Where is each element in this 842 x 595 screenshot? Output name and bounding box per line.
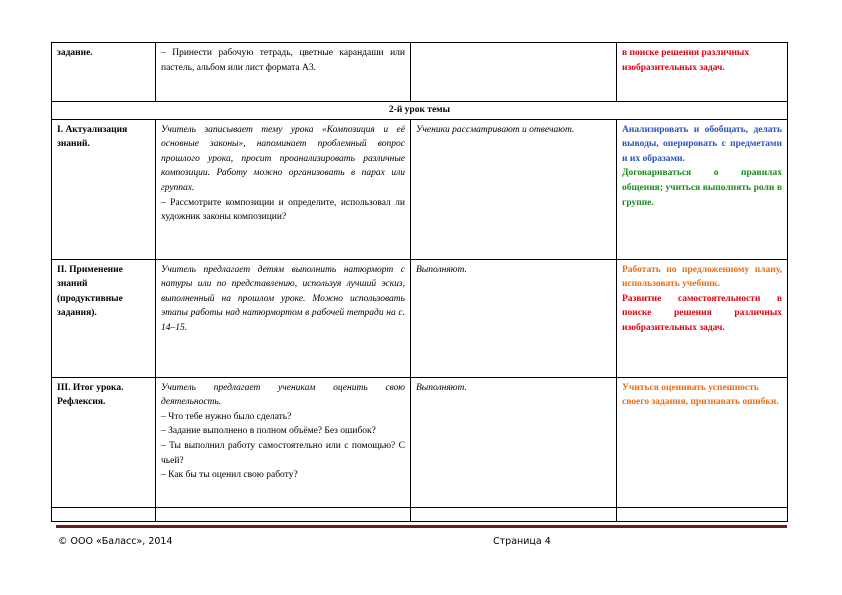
teacher-question: – Как бы ты оценил свою работу? bbox=[161, 470, 298, 481]
teacher-text: Учитель записывает тему урока «Композиция и её основные законы», напоминает проблемный вопрос прошлого урока, просит проанализировать различные композиции. Работу можно организовать в парах или группах. bbox=[161, 124, 405, 193]
table-row-empty bbox=[52, 507, 788, 521]
uud-communicative: Договариваться о правилах общения; учиться выполнять роли в группе. bbox=[622, 168, 782, 208]
student-activity-cell: Выполняют. bbox=[411, 259, 617, 377]
footer-page-number: Страница 4 bbox=[493, 536, 551, 547]
footer-copyright: © ООО «Баласс», 2014 bbox=[58, 536, 173, 547]
lesson-header: 2-й урок темы bbox=[52, 102, 788, 120]
stage-cell: задание. bbox=[52, 43, 156, 102]
footer-rule bbox=[56, 525, 787, 528]
stage-cell: I. Актуализация знаний. bbox=[52, 119, 156, 259]
teacher-question: – Ты выполнил работу самостоятельно или с помощью? С чьей? bbox=[161, 440, 405, 466]
teacher-activity-cell: – Принести рабочую тетрадь, цветные карандаши или пастель, альбом или лист формата А3. bbox=[156, 43, 411, 102]
uud-cell: в поиске решения различных изобразительных задач. bbox=[617, 43, 788, 102]
lesson-plan-table bbox=[51, 42, 788, 522]
empty-cell bbox=[617, 507, 788, 521]
uud-cell: Учиться оценивать успешность своего задания, признавать ошибки. bbox=[617, 377, 788, 507]
teacher-question: – Что тебе нужно было сделать? bbox=[161, 411, 292, 422]
stage-cell: II. Применение знаний (продуктивные задания). bbox=[52, 259, 156, 377]
student-activity-cell bbox=[411, 43, 617, 102]
stage-cell: III. Итог урока. Рефлексия. bbox=[52, 377, 156, 507]
uud-cognitive: Анализировать и обобщать, делать выводы, оперировать с предметами и их образами. bbox=[622, 124, 782, 164]
table-row bbox=[52, 43, 788, 102]
table-row bbox=[52, 119, 788, 259]
empty-cell bbox=[156, 507, 411, 521]
empty-cell bbox=[52, 507, 156, 521]
teacher-text: Учитель предлагает ученикам оценить свою деятельность. bbox=[161, 382, 405, 408]
lesson-header-row bbox=[52, 102, 788, 120]
teacher-activity-cell: Учитель предлагает детям выполнить натюрморт с натуры или по представлению, используя лучший эскиз, выполненный на прошлом уроке. Можно использовать этапы работы над натюрмортом в рабочей тетради на с. 14–15. bbox=[156, 259, 411, 377]
teacher-activity-cell bbox=[156, 377, 411, 507]
teacher-activity-cell bbox=[156, 119, 411, 259]
student-activity-cell: Выполняют. bbox=[411, 377, 617, 507]
teacher-question: – Задание выполнено в полном объёме? Без ошибок? bbox=[161, 426, 376, 437]
uud-cell bbox=[617, 119, 788, 259]
table-row bbox=[52, 377, 788, 507]
uud-cell bbox=[617, 259, 788, 377]
teacher-question: – Рассмотрите композиции и определите, использовал ли художник законы композиции? bbox=[161, 197, 405, 223]
uud-regulative: Работать по предложенному плану, использовать учебник. bbox=[622, 264, 782, 290]
uud-personal: Развитие самостоятельности в поиске решения различных изобразительных задач. bbox=[622, 293, 782, 333]
empty-cell bbox=[411, 507, 617, 521]
student-activity-cell: Ученики рассматривают и отвечают. bbox=[411, 119, 617, 259]
table-row bbox=[52, 259, 788, 377]
